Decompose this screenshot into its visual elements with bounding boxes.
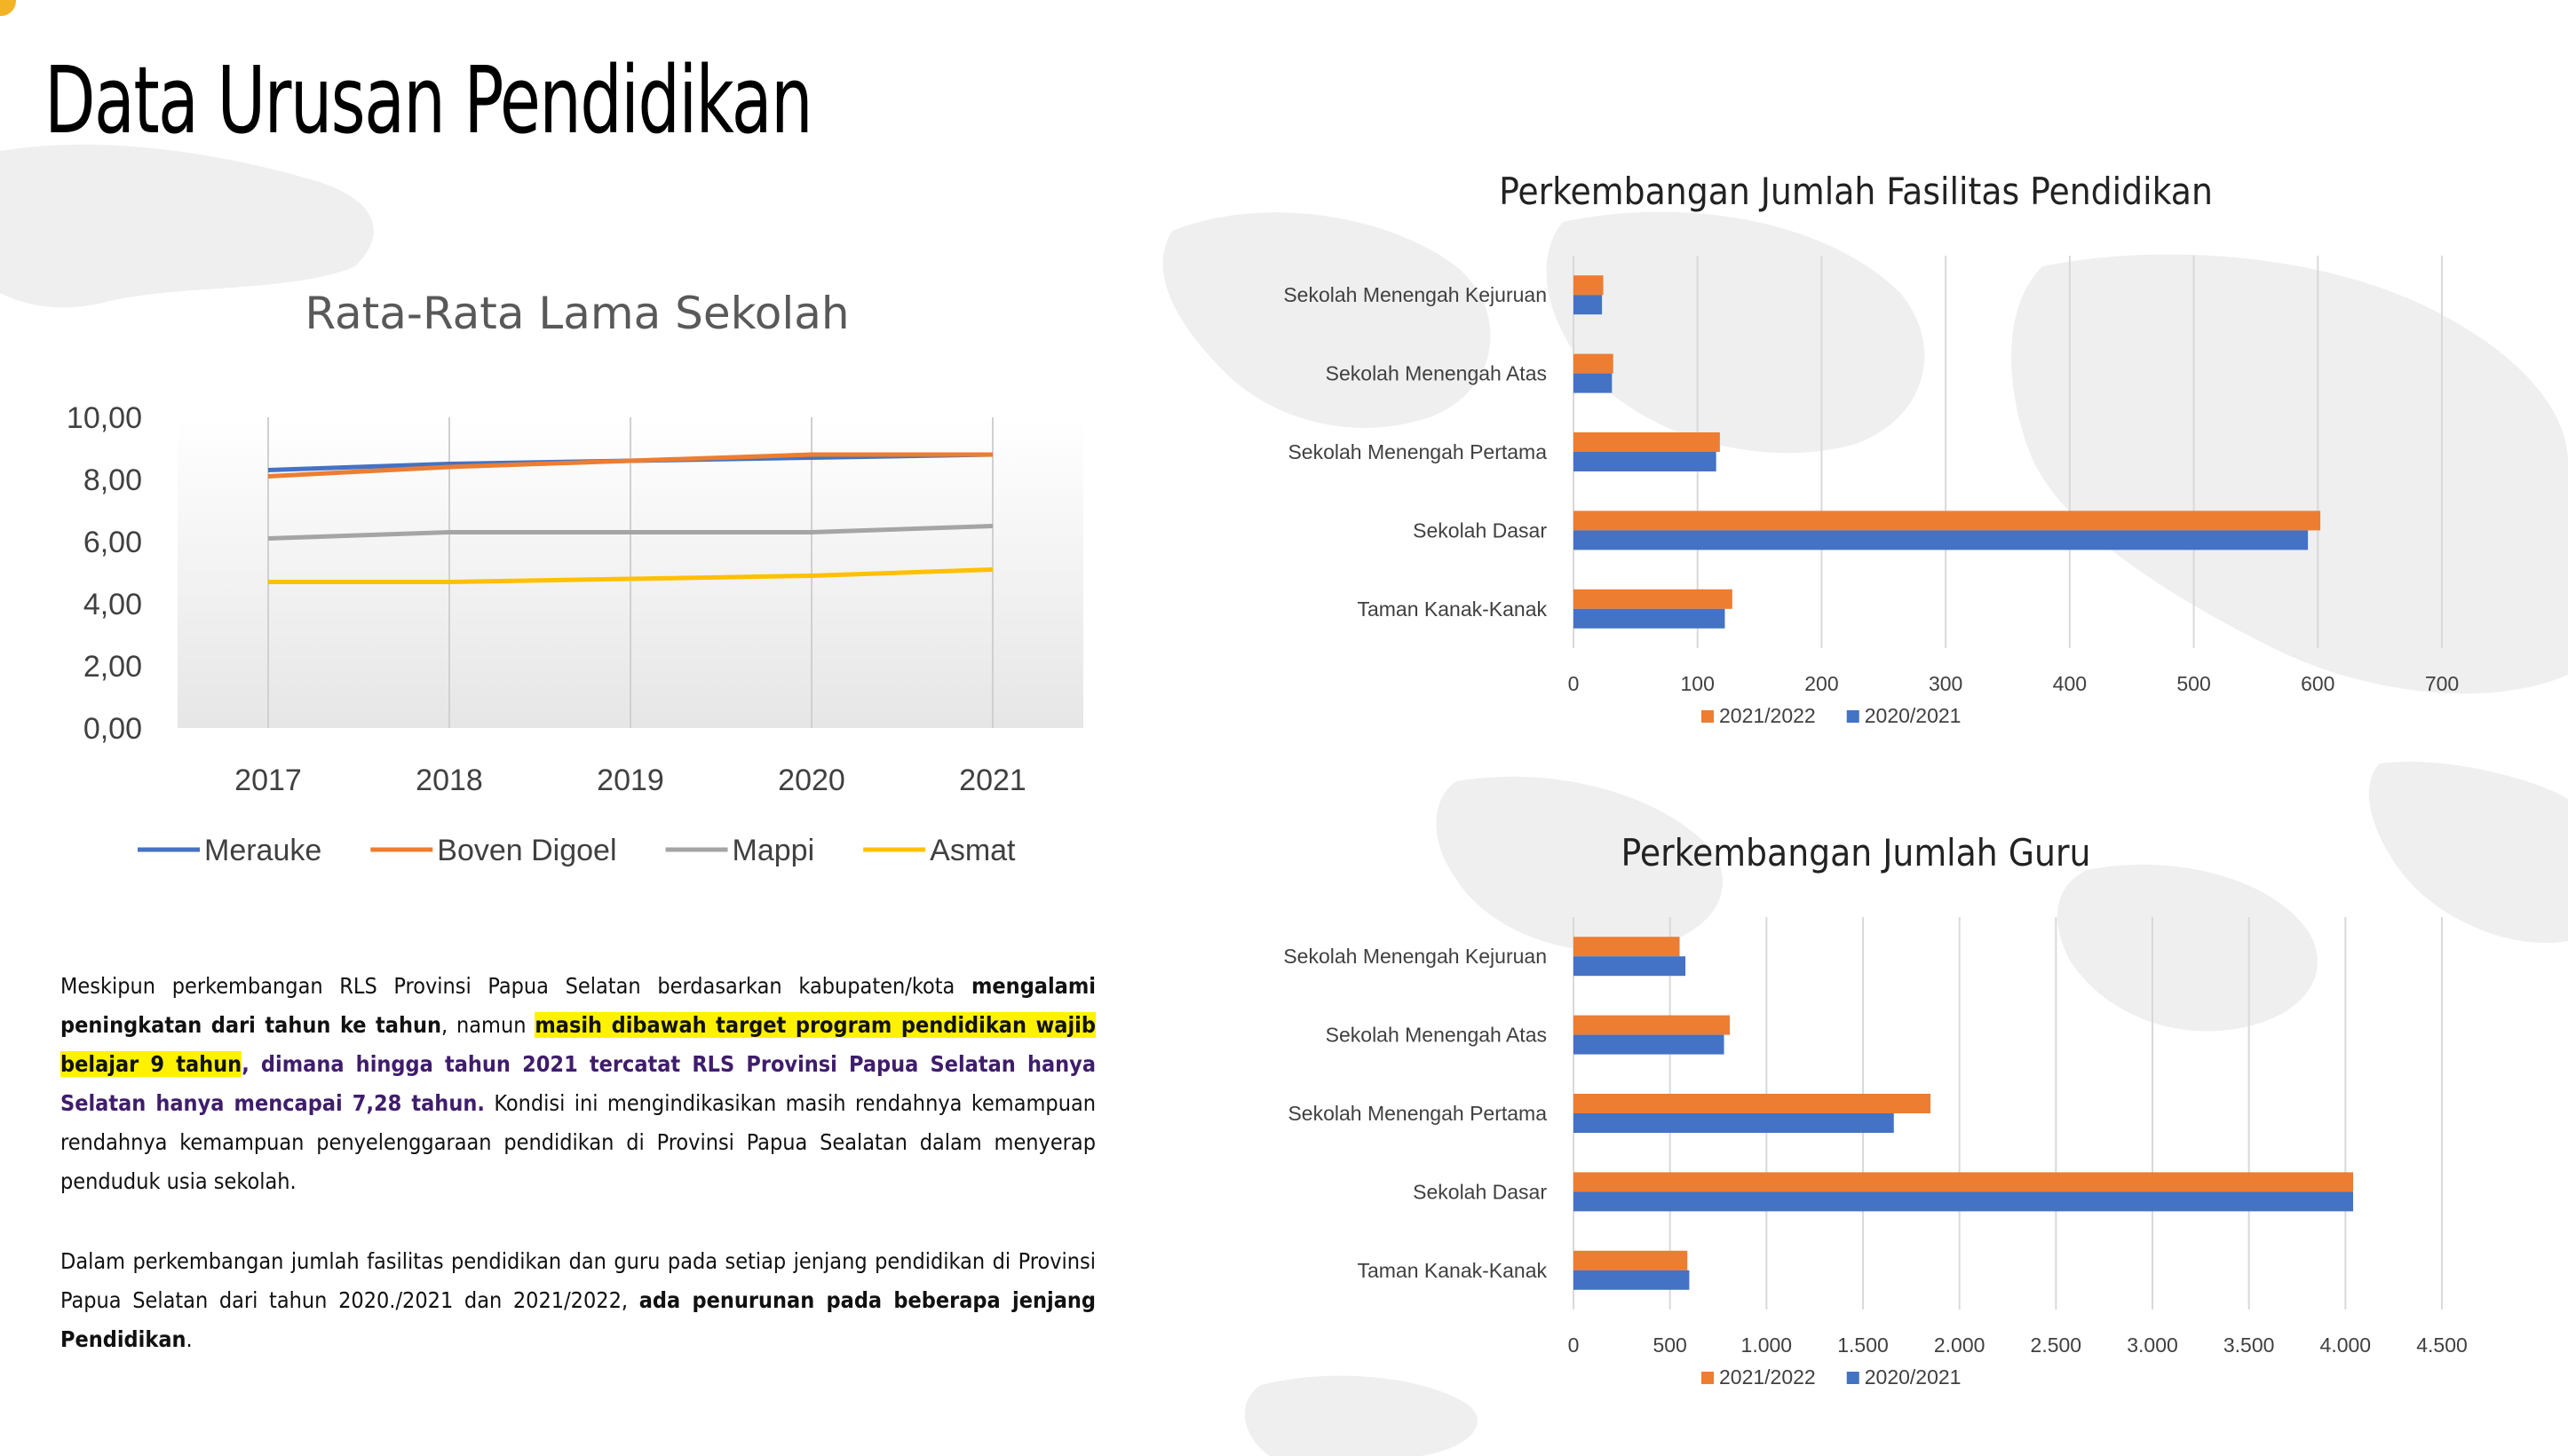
description-paragraph-2: [60, 1242, 1096, 1359]
category-label: Taman Kanak-Kanak: [1357, 1258, 1547, 1282]
x-tick-label: 2019: [597, 764, 664, 797]
p1-text-5: , dimana hingga tahun 2021 tercatat RLS Provinsi Papua Selatan hanya Selatan hanya mencapai 7,28 tahun.: [60, 1051, 1096, 1116]
category-label: Sekolah Menengah Kejuruan: [1283, 283, 1547, 307]
page-title: Data Urusan Pendidikan: [44, 46, 812, 154]
category-label: Sekolah Menengah Pertama: [1288, 1102, 1547, 1125]
bar-2021-2022: [1573, 354, 1613, 374]
legend-label: 2020/2021: [1864, 1365, 1962, 1389]
legend-swatch: [1847, 1372, 1859, 1384]
bar-2020-2021: [1573, 530, 2308, 550]
y-tick-label: 4,00: [83, 588, 142, 621]
p2-text-3: .: [186, 1326, 193, 1352]
x-tick-label: 1.500: [1837, 1333, 1889, 1357]
y-tick-label: 10,00: [66, 401, 142, 435]
x-tick-label: 500: [2176, 672, 2211, 695]
x-tick-label: 700: [2424, 672, 2460, 695]
x-tick-label: 400: [2052, 672, 2088, 695]
x-tick-label: 4.500: [2416, 1333, 2468, 1357]
category-label: Sekolah Dasar: [1413, 518, 1547, 542]
x-tick-label: 100: [1680, 672, 1715, 695]
bar-2021-2022: [1573, 432, 1720, 452]
category-label: Sekolah Menengah Atas: [1325, 1023, 1547, 1047]
category-label: Sekolah Menengah Kejuruan: [1283, 945, 1547, 969]
x-tick-label: 300: [1928, 672, 1963, 695]
x-tick-label: 2021: [959, 764, 1026, 797]
y-tick-label: 8,00: [83, 463, 142, 497]
p2-text-1: Dalam perkembangan jumlah fasilitas pendidikan dan guru pada setiap jenjang pendidikan di Provinsi Papua Selatan dari tahun 2020./2021 dan 2021/2022,: [60, 1248, 1096, 1313]
p1-highlight: masih dibawah target program pendidikan wajib belajar 9 tahun: [60, 1012, 1096, 1077]
chart-title: Perkembangan Jumlah Fasilitas Pendidikan: [1499, 170, 2213, 213]
x-tick-label: 3.500: [2223, 1333, 2275, 1357]
legend-label: 2021/2022: [1719, 704, 1816, 727]
bar-2020-2021: [1573, 1191, 2353, 1211]
bar-2021-2022: [1573, 1251, 1687, 1270]
p1-text-3: , namun: [441, 1012, 535, 1038]
p2-text-2: ada penurunan pada beberapa jenjang Pendidikan: [60, 1287, 1096, 1352]
legend-swatch: [1701, 1372, 1714, 1384]
guru-bar-chart: [1181, 821, 2548, 1443]
bar-2020-2021: [1573, 295, 1602, 314]
legend-label: 2021/2022: [1719, 1365, 1816, 1389]
category-label: Sekolah Dasar: [1413, 1180, 1547, 1204]
y-tick-label: 0,00: [83, 712, 142, 746]
x-tick-label: 200: [1804, 672, 1839, 695]
bar-2021-2022: [1573, 1094, 1930, 1113]
legend-label: Boven Digoel: [437, 834, 617, 867]
bar-2021-2022: [1573, 937, 1680, 956]
legend-label: Mappi: [732, 834, 815, 867]
bar-2021-2022: [1573, 1016, 1730, 1035]
bar-2020-2021: [1573, 1113, 1894, 1133]
p1-text-2: mengalami peningkatan dari tahun ke tahun: [60, 973, 1096, 1038]
x-tick-label: 4.000: [2319, 1333, 2372, 1357]
category-label: Sekolah Menengah Pertama: [1288, 440, 1547, 463]
bar-2020-2021: [1573, 1270, 1689, 1290]
legend-swatch: [1847, 710, 1859, 723]
x-tick-label: 2.500: [2030, 1333, 2082, 1357]
bar-2020-2021: [1573, 452, 1716, 471]
x-tick-label: 0: [1567, 1333, 1580, 1357]
bar-2020-2021: [1573, 374, 1612, 393]
legend-label: 2020/2021: [1864, 704, 1962, 727]
x-tick-label: 2020: [778, 764, 845, 797]
bar-2020-2021: [1573, 956, 1685, 976]
x-tick-label: 2017: [234, 764, 302, 797]
p1-text-1: Meskipun perkembangan RLS Provinsi Papua Selatan berdasarkan kabupaten/kota: [60, 973, 971, 999]
legend-label: Asmat: [930, 834, 1016, 867]
p1-text-6: Kondisi ini mengindikasikan masih rendahnya kemampuan rendahnya kemampuan penyelenggaraan pendidikan di Provinsi Papua Sealatan dalam menyerap penduduk usia sekolah.: [60, 1090, 1096, 1194]
bar-2020-2021: [1573, 609, 1724, 629]
bar-2021-2022: [1573, 510, 2320, 530]
x-tick-label: 3.000: [2127, 1333, 2178, 1357]
category-label: Taman Kanak-Kanak: [1357, 597, 1547, 621]
y-tick-label: 6,00: [83, 526, 142, 559]
x-tick-label: 1.000: [1740, 1333, 1793, 1357]
fasilitas-bar-chart: [1181, 160, 2548, 781]
x-tick-label: 0: [1567, 672, 1580, 695]
x-tick-label: 600: [2301, 672, 2335, 695]
x-tick-label: 500: [1653, 1333, 1687, 1357]
legend-swatch: [1701, 710, 1714, 723]
y-tick-label: 2,00: [83, 650, 142, 684]
bar-2020-2021: [1573, 1035, 1724, 1055]
chart-title: Perkembangan Jumlah Guru: [1621, 831, 2091, 874]
rls-line-chart: [36, 257, 1101, 897]
legend-label: Merauke: [204, 834, 322, 867]
bar-2021-2022: [1573, 590, 1732, 609]
chart-title: Rata-Rata Lama Sekolah: [305, 288, 850, 339]
description-paragraph-1: [60, 967, 1096, 1201]
bar-2021-2022: [1573, 1172, 2353, 1191]
x-tick-label: 2018: [416, 764, 483, 797]
category-label: Sekolah Menengah Atas: [1325, 361, 1547, 385]
bar-2021-2022: [1573, 275, 1604, 295]
x-tick-label: 2.000: [1933, 1333, 1985, 1357]
